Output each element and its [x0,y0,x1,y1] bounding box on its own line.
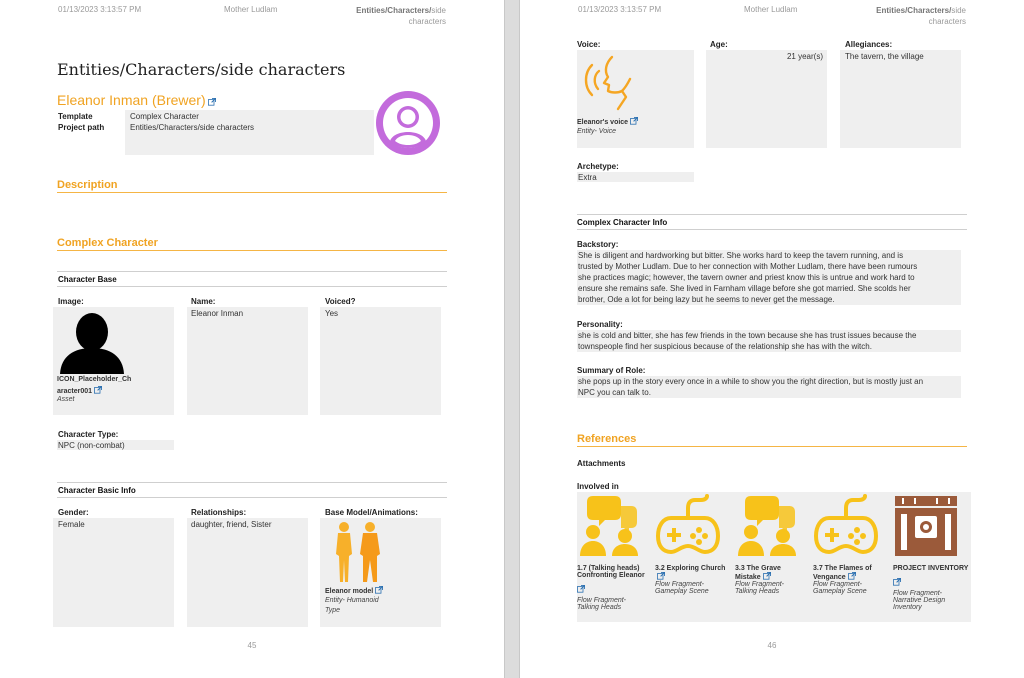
involved-type: Talking Heads [735,588,780,595]
complex-character-heading: Complex Character [57,237,158,249]
template-label: Template [58,112,93,121]
name-box [187,307,308,415]
image-label: Image: [58,297,84,306]
involved-item[interactable] [655,494,735,595]
personality-line: she is cold and bitter, she has few friends in the town because she has trust issues because the [578,331,917,340]
backstory-line: brother, Ode a lot for being lazy but he seems to never get the message. [578,295,835,304]
voiced-label: Voiced? [325,297,356,306]
document-page-46 [520,0,1024,678]
voiced-value: Yes [325,309,339,318]
involved-title: 1.7 (Talking heads) [577,565,640,572]
backstory-line: ensure she remains safe. She lived in Farnham village before she got married. She scolds her [578,284,911,293]
header-timestamp: 01/13/2023 3:13:57 PM [578,5,662,14]
involved-title-link[interactable] [655,565,735,581]
voice-name: Eleanor's voice [577,119,629,126]
relationships-box [187,518,308,627]
complex-info-heading: Complex Character Info [577,218,668,227]
age-box [706,50,827,148]
external-link-icon[interactable] [208,98,216,106]
involved-title: 3.2 Exploring Church [655,565,726,572]
voice-label: Voice: [577,40,601,49]
page-title: Entities/Characters/side characters [57,60,346,79]
header-path [328,5,446,27]
involved-title-link[interactable] [813,572,893,581]
gamepad-icon [813,494,879,558]
involved-type: Flow Fragment- [893,590,943,597]
description-heading: Description [57,179,118,191]
personality-label: Personality: [577,320,623,329]
image-name-line2: aracter001 [57,388,93,395]
header-path-rest: side characters [928,6,966,26]
involved-title: Vengance [813,574,846,581]
complex-info-bottom-line [577,229,967,230]
references-divider [577,446,967,447]
involved-title: Confronting Eleanor [577,572,645,579]
name-label: Name: [191,297,216,306]
backstory-line: trusted by Mother Ludlam. Due to her connection with Mother Ludlam, there have been rumours [578,262,918,271]
involved-type: Narrative Design [893,597,946,604]
page-gutter [504,0,520,678]
gender-label: Gender: [58,508,89,517]
involved-title: PROJECT INVENTORY [893,565,969,572]
summary-line: she pops up in the story every once in a while to show you the right direction, but is mostly just an [578,377,924,386]
voice-type: Entity- Voice [577,128,617,135]
basic-info-bottom-line [57,497,447,498]
archetype-value: Extra [578,173,597,182]
basic-info-heading: Character Basic Info [58,486,136,495]
external-link-icon[interactable] [94,386,102,394]
involved-item[interactable] [893,494,973,611]
personality-line: townspeople find her suspicious because of the relationship she has with the witch. [578,342,872,351]
external-link-icon[interactable] [763,572,771,580]
involved-label: Involved in [577,482,619,491]
character-base-heading: Character Base [58,275,117,284]
character-base-bottom-line [57,286,447,287]
header-path [848,5,966,27]
backstory-line: She is diligent and hardworking but bitter. She works hard to keep the tavern running, and is [578,251,904,260]
template-value: Complex Character [130,112,199,121]
model-name-link[interactable] [325,586,383,595]
page-number: 45 [247,641,257,650]
voice-name-link[interactable] [577,117,638,126]
model-type-line2: Type [325,607,341,614]
entity-name: Eleanor Inman (Brewer) [57,92,206,108]
allegiances-box [840,50,961,148]
involved-type: Flow Fragment- [735,581,785,588]
header-project: Mother Ludlam [744,5,798,14]
involved-item[interactable] [813,494,893,595]
summary-line: NPC you can talk to. [578,388,651,397]
model-name: Eleanor model [325,588,374,595]
basic-info-top-line [57,482,447,483]
age-value: 21 year(s) [786,52,823,61]
talking-heads-icon [735,494,801,558]
backstory-text [577,250,961,305]
gender-box [53,518,174,627]
base-model-label: Base Model/Animations: [325,508,418,517]
external-link-icon[interactable] [375,586,383,594]
external-link-icon[interactable] [657,572,665,580]
voiced-box [320,307,441,415]
inventory-chest-icon [893,494,959,558]
backstory-label: Backstory: [577,240,619,249]
header-path-rest: side characters [408,6,446,26]
character-type-label: Character Type: [58,430,119,439]
involved-type: Flow Fragment- [813,581,863,588]
character-type-value: NPC (non-combat) [58,441,125,450]
external-link-icon[interactable] [848,572,856,580]
involved-type: Inventory [893,604,922,611]
complex-info-top-line [577,214,967,215]
name-value: Eleanor Inman [191,309,244,318]
header-project: Mother Ludlam [224,5,278,14]
summary-text [577,376,961,398]
document-page-45 [0,0,504,678]
project-path-label: Project path [58,123,105,132]
external-link-icon[interactable] [577,585,585,593]
age-label: Age: [710,40,728,49]
character-base-top-line [57,271,447,272]
image-name-line1: ICON_Placeholder_Ch [57,376,132,383]
model-type-line1: Entity- Humanoid [325,597,379,604]
involved-item[interactable] [577,494,655,611]
references-heading: References [577,433,637,445]
project-path-value: Entities/Characters/side characters [130,123,255,132]
complex-character-divider [57,250,447,251]
talking-heads-icon [577,494,643,558]
attachments-label: Attachments [577,459,626,468]
allegiances-value: The tavern, the village [845,52,924,61]
involved-type: Gameplay Scene [655,588,709,595]
entity-name-link[interactable] [57,92,216,108]
speaking-head-icon[interactable] [582,53,638,113]
gamepad-icon [655,494,721,558]
involved-type: Talking Heads [577,604,622,611]
header-path-bold: Entities/Characters/ [356,6,432,15]
involved-title: 3.3 The Grave [735,565,781,572]
avatar-user-icon [376,91,440,155]
allegiances-label: Allegiances: [845,40,893,49]
archetype-label: Archetype: [577,162,619,171]
character-placeholder-icon[interactable] [58,312,126,374]
external-link-icon[interactable] [893,578,901,586]
description-divider [57,192,447,193]
image-type: Asset [57,396,75,403]
humanoid-model-icon[interactable] [331,520,383,584]
involved-type: Flow Fragment- [577,597,627,604]
header-path-bold: Entities/Characters/ [876,6,952,15]
gender-value: Female [58,520,85,529]
involved-type: Flow Fragment- [655,581,705,588]
summary-label: Summary of Role: [577,366,646,375]
involved-title: Mistake [735,574,761,581]
backstory-line: she practices magic; however, the tavern owner and priest know this is untrue and work hard to [578,273,915,282]
personality-text [577,330,961,352]
relationships-label: Relationships: [191,508,247,517]
involved-title: 3.7 The Flames of [813,565,872,572]
image-name-link[interactable] [57,386,102,395]
relationships-value: daughter, friend, Sister [191,520,272,529]
involved-type: Gameplay Scene [813,588,867,595]
involved-item[interactable] [735,494,813,595]
involved-title-link[interactable] [735,572,813,581]
page-number: 46 [767,641,777,650]
header-timestamp: 01/13/2023 3:13:57 PM [58,5,142,14]
external-link-icon[interactable] [630,117,638,125]
